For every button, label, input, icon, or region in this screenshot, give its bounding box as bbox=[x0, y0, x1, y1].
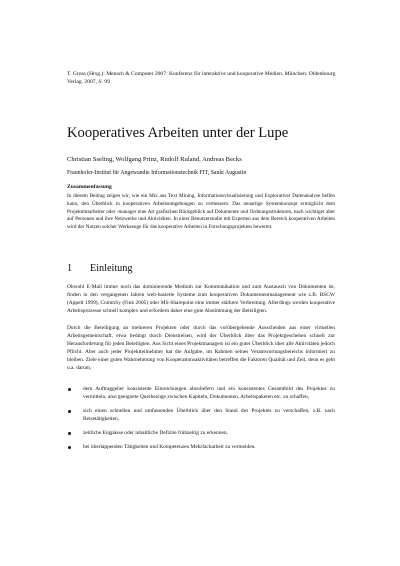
affiliation: Fraunhofer-Institut für Angewandte Informationstechnik FIT, Sankt Augustin bbox=[67, 170, 247, 176]
paragraph: Obwohl E-Mail immer noch das dominierende Medium zur Kommunikation und zum Austausch von Dokumenten ist, finden in den vergangenen Jahren web-basierte Systeme zum kooperativen Dokumentenmanagement wie z.B. BSCW (Appelt 1999), CommSy (Fink 2005) oder MS-Sharepoint eine immer stärkere Verbreitung. Allerdings werden kooperative Arbeitsprozesse schnell komplex und erfordern daher eine gute Abstimmung der Beteiligten. bbox=[67, 284, 335, 314]
bullet-text: dem Auftraggeber konsistente Einreichungen abzuliefern und ein konsistentes Gesamtbild des Projektes zu vermitteln, also geeignete Querbezüge zwischen Kapiteln, Dokumenten, Arbeitspaketen etc. zu schaffen, bbox=[83, 386, 335, 400]
bullet-item bbox=[67, 408, 335, 424]
bullet-dot-icon bbox=[68, 432, 71, 435]
paragraph: Durch die Beteiligung an mehreren Projekten oder durch das vorübergehende Ausscheiden aus einer virtuellen Arbeitsgemeinschaft, etwa bedingt durch Dienstreisen, wird der Überblick über das Projektgeschehen schnell zur Herausforderung für jeden Beteiligten. Aus Sicht eines Projektmanagers ist ein guter Überblick über alle Aktivitäten jedoch Pflicht. Aber auch jeder Projektteilnehmer hat die Aufgabe, im Rahmen seines Verantwortungsbereichs informiert zu bleiben. Ziele einer guten Wahrnehmung von Kooperationsaktivitäten betreffen die Faktoren Qualität und Zeit, denn es geht u.a. darum, bbox=[67, 325, 335, 371]
bullet-dot-icon bbox=[68, 446, 71, 449]
authors: Christian Sseling, Wolfgang Prinz, Rudolf Ruland, Andreas Becks bbox=[67, 156, 242, 163]
paper-title: Kooperatives Arbeiten unter der Lupe bbox=[67, 125, 289, 141]
bullet-item bbox=[67, 430, 335, 438]
section-title: Einleitung bbox=[90, 263, 133, 274]
bullet-text: bei überlappenden Tätigkeiten und Kompetenzen Mehrfacharbeit zu vermeiden. bbox=[83, 443, 256, 450]
bullet-list bbox=[67, 386, 335, 457]
citation: T. Gross (Hrsg.): Mensch & Computer 2007: Konferenz für interaktive und kooperative Medien. München: Oldenbourg Verlag. 2007, S. 99 bbox=[67, 71, 336, 85]
bullet-dot-icon bbox=[68, 388, 71, 391]
bullet-dot-icon bbox=[68, 410, 71, 413]
bullet-item bbox=[67, 386, 335, 402]
bullet-text: sich einen schnellen und umfassenden Überblick über den Stand des Projektes zu verschaffen, z.B. nach Reisetätigkeiten, bbox=[83, 407, 335, 422]
section-number: 1 bbox=[67, 263, 73, 274]
section-heading bbox=[67, 262, 132, 275]
abstract-heading: Zusammenfassung bbox=[67, 184, 112, 190]
bullet-item bbox=[67, 444, 335, 452]
bullet-text: zeitliche Engpässe oder inhaltliche Defizite frühzeitig zu erkennen, bbox=[83, 429, 228, 436]
abstract-body: In diesem Beitrag zeigen wir, wie ein Mix aus Text Mining, Informationsvisualisierung und Explorativer Datenanalyse helfen kann, den Überblick in kooperativen Arbeitsumgebungen zu verbessern. Das neuartige Systemkonzept ermöglicht dem Projektmitarbeiter oder -manager eine Art grafischen Rückgeblick auf Dokumente und Ordnungsstrukturen, nach wichtiger aber auf Personen und ihre Netzwerke und Aktivitäten. In einer Benutzerstudie mit Experten aus dem Bereich kooperativen Arbeiten wird der Nutzen solcher Werkzeuge für das kooperative Arbeiten in Forschungsprojekten bewertet. bbox=[67, 193, 335, 231]
